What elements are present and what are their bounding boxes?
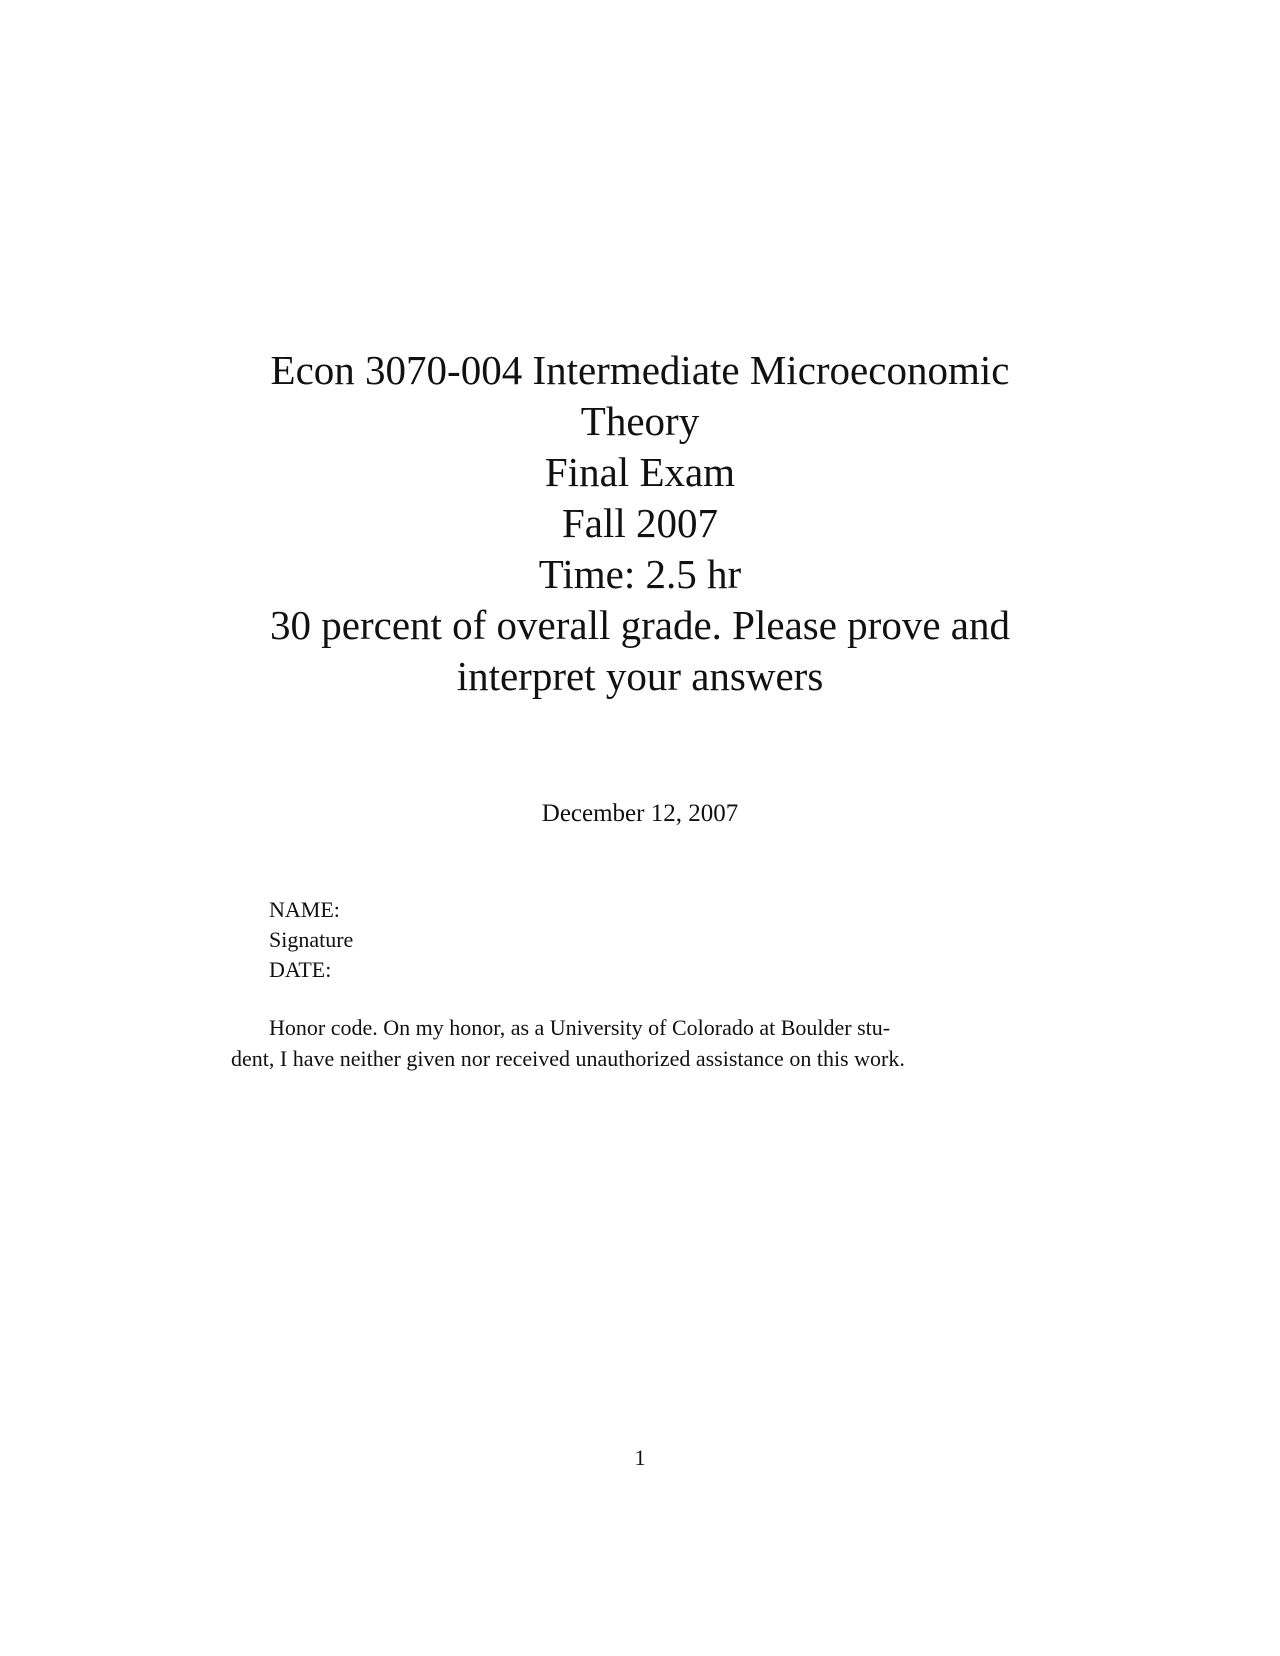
title-line-exam: Final Exam — [544, 449, 736, 495]
title-line-time: Time: 2.5 hr — [538, 551, 742, 597]
title-line-grade-note: 30 percent of overall grade. Please prove and — [270, 602, 1010, 648]
student-info-fields — [269, 895, 353, 985]
exam-title-block — [200, 345, 1080, 702]
title-line-course-cont: Theory — [580, 398, 700, 444]
exam-date: December 12, 2007 — [541, 800, 739, 827]
title-line-course: Econ 3070-004 Intermediate Microeconomic — [270, 347, 1010, 393]
page-number: 1 — [634, 1445, 646, 1470]
title-line-grade-note-cont: interpret your answers — [456, 653, 824, 699]
signature-label: Signature — [269, 927, 354, 952]
title-line-term: Fall 2007 — [561, 500, 719, 546]
honor-code-line-2: dent, I have neither given nor received unauthorized assistance on this work. — [231, 1046, 905, 1071]
date-label: DATE: — [269, 957, 332, 982]
honor-code-paragraph — [231, 1012, 1047, 1074]
honor-code-line-1: Honor code. On my honor, as a University of Colorado at Boulder stu- — [269, 1015, 891, 1040]
name-label: NAME: — [269, 897, 340, 922]
